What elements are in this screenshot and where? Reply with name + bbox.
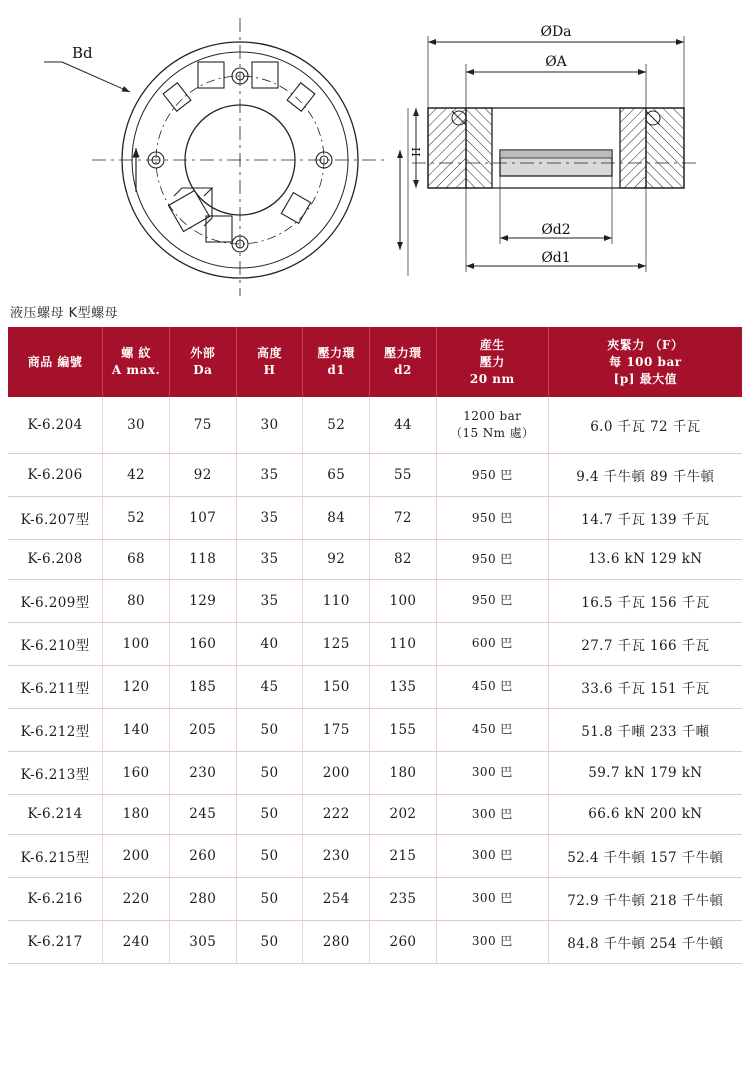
label-od1: Ød1 <box>541 250 571 266</box>
cell-code: K-6.209型 <box>8 579 103 622</box>
cell-d1: 280 <box>303 920 370 963</box>
cell-thread: 52 <box>103 496 170 539</box>
cell-da: 160 <box>169 622 236 665</box>
table-row <box>8 834 742 877</box>
cell-thread: 68 <box>103 539 170 579</box>
cell-pressure <box>436 622 548 665</box>
cell-pressure <box>436 453 548 496</box>
cell-d2: 202 <box>370 794 437 834</box>
cell-thread: 220 <box>103 877 170 920</box>
cell-da: 129 <box>169 579 236 622</box>
cell-d2: 82 <box>370 539 437 579</box>
table-row <box>8 622 742 665</box>
cell-d2: 100 <box>370 579 437 622</box>
cell-code: K-6.207型 <box>8 496 103 539</box>
label-od2: Ød2 <box>541 222 571 238</box>
cell-d1: 65 <box>303 453 370 496</box>
cell-thread: 140 <box>103 708 170 751</box>
cell-d2: 44 <box>370 397 437 453</box>
cell-da: 230 <box>169 751 236 794</box>
table-row <box>8 751 742 794</box>
table-row <box>8 708 742 751</box>
spec-table <box>8 327 742 964</box>
pressure-value: 300 巴 <box>471 934 513 949</box>
label-h: H <box>410 147 423 157</box>
cell-pressure <box>436 877 548 920</box>
label-oda: ØDa <box>540 24 572 40</box>
cell-d2: 55 <box>370 453 437 496</box>
cell-da: 260 <box>169 834 236 877</box>
cell-da: 245 <box>169 794 236 834</box>
cell-h: 50 <box>236 920 303 963</box>
drawing-svg <box>0 0 750 300</box>
table-row <box>8 539 742 579</box>
pressure-value: 950 巴 <box>471 551 513 566</box>
col-head-h: 高度 H <box>236 327 303 397</box>
cell-h: 35 <box>236 579 303 622</box>
cell-force: 59.7 kN 179 kN <box>548 751 742 794</box>
cell-d1: 230 <box>303 834 370 877</box>
cell-d2: 155 <box>370 708 437 751</box>
cell-code: K-6.208 <box>8 539 103 579</box>
cell-pressure <box>436 539 548 579</box>
cell-d2: 72 <box>370 496 437 539</box>
spec-table-wrapper <box>0 327 750 964</box>
cell-code: K-6.210型 <box>8 622 103 665</box>
cell-pressure <box>436 834 548 877</box>
cell-h: 35 <box>236 496 303 539</box>
cell-da: 185 <box>169 665 236 708</box>
cell-da: 305 <box>169 920 236 963</box>
col-head-force: 夾緊力 （F） 每 100 bar [p] 最大值 <box>548 327 742 397</box>
table-row <box>8 453 742 496</box>
cell-d2: 235 <box>370 877 437 920</box>
cell-pressure <box>436 920 548 963</box>
cell-thread: 200 <box>103 834 170 877</box>
cell-force: 51.8 千噸 233 千噸 <box>548 708 742 751</box>
cell-d2: 260 <box>370 920 437 963</box>
cell-h: 50 <box>236 877 303 920</box>
table-row <box>8 794 742 834</box>
cell-thread: 80 <box>103 579 170 622</box>
cell-thread: 100 <box>103 622 170 665</box>
cell-pressure <box>436 751 548 794</box>
cell-code: K-6.213型 <box>8 751 103 794</box>
cell-h: 50 <box>236 751 303 794</box>
cell-force: 13.6 kN 129 kN <box>548 539 742 579</box>
cell-h: 40 <box>236 622 303 665</box>
table-row <box>8 496 742 539</box>
cell-d1: 92 <box>303 539 370 579</box>
cell-thread: 30 <box>103 397 170 453</box>
cell-d1: 52 <box>303 397 370 453</box>
cell-pressure <box>436 665 548 708</box>
col-head-pressure: 産生 壓力 20 nm <box>436 327 548 397</box>
cell-da: 75 <box>169 397 236 453</box>
cell-force: 27.7 千瓦 166 千瓦 <box>548 622 742 665</box>
pressure-value: 300 巴 <box>471 806 513 821</box>
cell-d2: 180 <box>370 751 437 794</box>
col-head-da: 外部 Da <box>169 327 236 397</box>
table-row <box>8 579 742 622</box>
pressure-value: 600 巴 <box>471 636 513 651</box>
cell-d1: 110 <box>303 579 370 622</box>
cell-h: 35 <box>236 453 303 496</box>
cell-da: 107 <box>169 496 236 539</box>
cell-pressure <box>436 579 548 622</box>
cell-code: K-6.215型 <box>8 834 103 877</box>
cell-h: 35 <box>236 539 303 579</box>
table-row <box>8 877 742 920</box>
cell-d1: 200 <box>303 751 370 794</box>
cell-h: 50 <box>236 834 303 877</box>
cell-code: K-6.204 <box>8 397 103 453</box>
cell-da: 205 <box>169 708 236 751</box>
cell-h: 30 <box>236 397 303 453</box>
pressure-note: （15 Nm 處） <box>450 426 535 441</box>
pressure-value: 300 巴 <box>471 765 513 780</box>
pressure-value: 300 巴 <box>471 848 513 863</box>
cell-thread: 42 <box>103 453 170 496</box>
pressure-value: 950 巴 <box>471 510 513 525</box>
cell-force: 33.6 千瓦 151 千瓦 <box>548 665 742 708</box>
cell-da: 280 <box>169 877 236 920</box>
pressure-value: 950 巴 <box>471 593 513 608</box>
cell-force: 72.9 千牛頓 218 千牛頓 <box>548 877 742 920</box>
pressure-value: 300 巴 <box>471 891 513 906</box>
cell-force: 66.6 kN 200 kN <box>548 794 742 834</box>
pressure-value: 950 巴 <box>471 467 513 482</box>
cell-d2: 215 <box>370 834 437 877</box>
table-row <box>8 920 742 963</box>
cell-code: K-6.217 <box>8 920 103 963</box>
cell-force: 84.8 千牛頓 254 千牛頓 <box>548 920 742 963</box>
cell-da: 118 <box>169 539 236 579</box>
cell-d2: 135 <box>370 665 437 708</box>
cell-thread: 160 <box>103 751 170 794</box>
cell-code: K-6.214 <box>8 794 103 834</box>
figure-caption: 液压螺母 K型螺母 <box>10 306 119 321</box>
table-row <box>8 397 742 453</box>
cell-d1: 150 <box>303 665 370 708</box>
col-head-d1: 壓力環 d1 <box>303 327 370 397</box>
cell-force: 16.5 千瓦 156 千瓦 <box>548 579 742 622</box>
table-row <box>8 665 742 708</box>
table-body <box>8 397 742 963</box>
cell-code: K-6.216 <box>8 877 103 920</box>
cell-da: 92 <box>169 453 236 496</box>
table-header-row <box>8 327 742 397</box>
cell-force: 6.0 千瓦 72 千瓦 <box>548 397 742 453</box>
cell-pressure <box>436 397 548 453</box>
cell-thread: 180 <box>103 794 170 834</box>
cell-d1: 125 <box>303 622 370 665</box>
cell-thread: 120 <box>103 665 170 708</box>
cell-code: K-6.212型 <box>8 708 103 751</box>
cell-pressure <box>436 794 548 834</box>
col-head-d2: 壓力環 d2 <box>370 327 437 397</box>
cell-force: 14.7 千瓦 139 千瓦 <box>548 496 742 539</box>
table-header <box>8 327 742 397</box>
cell-h: 50 <box>236 708 303 751</box>
cell-d1: 222 <box>303 794 370 834</box>
cell-d1: 175 <box>303 708 370 751</box>
cell-h: 50 <box>236 794 303 834</box>
label-bd: Bd <box>72 44 93 62</box>
col-head-thread: 螺 紋 A max. <box>103 327 170 397</box>
pressure-value: 450 巴 <box>471 722 513 737</box>
pressure-value: 1200 bar <box>463 409 522 424</box>
cell-pressure <box>436 708 548 751</box>
label-oa: ØA <box>545 54 567 70</box>
technical-drawing <box>0 0 750 300</box>
pressure-value: 450 巴 <box>471 679 513 694</box>
cell-code: K-6.211型 <box>8 665 103 708</box>
cell-pressure <box>436 496 548 539</box>
cell-d1: 84 <box>303 496 370 539</box>
cell-d2: 110 <box>370 622 437 665</box>
cell-d1: 254 <box>303 877 370 920</box>
col-head-code: 商品 編號 <box>8 327 103 397</box>
cell-h: 45 <box>236 665 303 708</box>
cell-force: 9.4 千牛頓 89 千牛頓 <box>548 453 742 496</box>
cell-code: K-6.206 <box>8 453 103 496</box>
cell-force: 52.4 千牛頓 157 千牛頓 <box>548 834 742 877</box>
cell-thread: 240 <box>103 920 170 963</box>
